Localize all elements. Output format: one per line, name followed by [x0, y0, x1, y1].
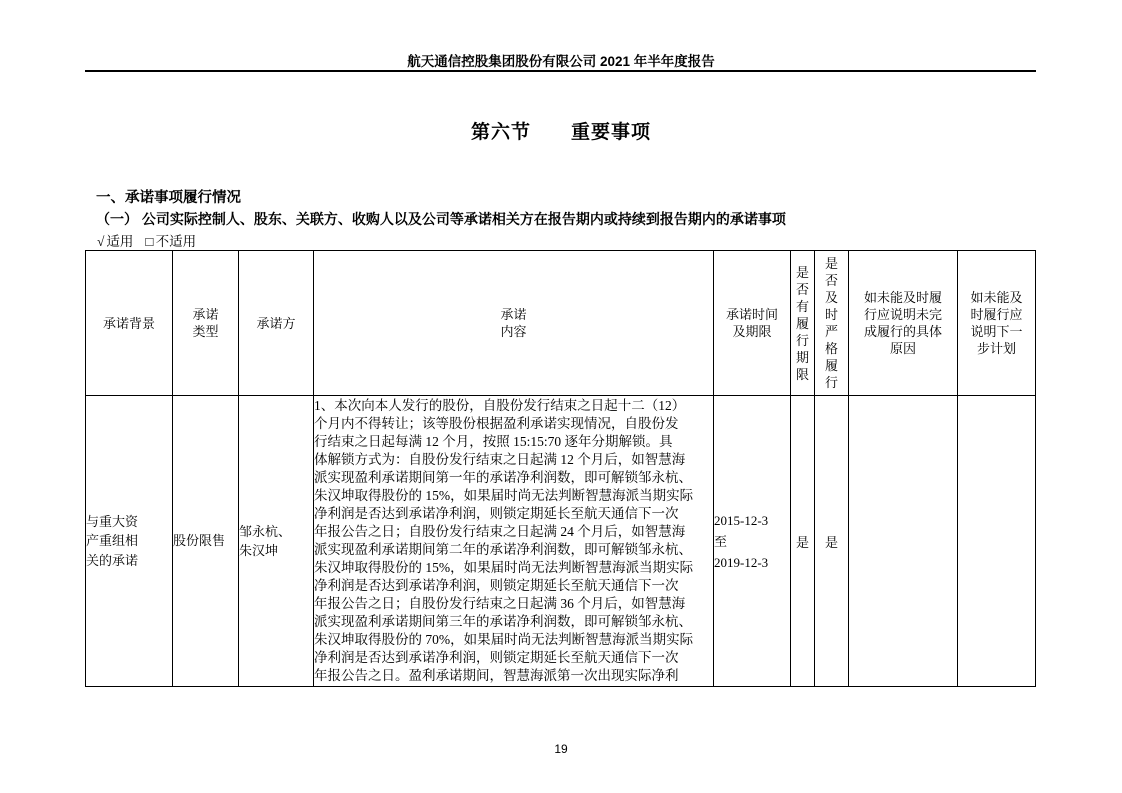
col-header-next-step-plan: 如未能及 时履行应 说明下一 步计划 [958, 251, 1036, 396]
col-header-unfulfilled-reason: 如未能及时履 行应说明未完 成履行的具体 原因 [849, 251, 958, 396]
table-row [86, 396, 1036, 687]
cell-strict-performance: 是 [815, 396, 849, 687]
col-header-commitment-background: 承诺背景 [86, 251, 173, 396]
cell-commitment-background: 与重大资 产重组相 关的承诺 [86, 396, 173, 687]
cell-commitment-party: 邹永杭、 朱汉坤 [239, 396, 314, 687]
commitments-table [85, 250, 1036, 687]
subsection-heading-parties: （一） 公司实际控制人、股东、关联方、收购人以及公司等承诺相关方在报告期内或持续到报告期内的承诺事项 [96, 211, 786, 227]
section-heading-commitments: 一、承诺事项履行情况 [96, 190, 241, 206]
applicable-label: 适用 [106, 234, 134, 249]
document-header: 航天通信控股集团股份有限公司 2021 年半年度报告 [407, 54, 715, 69]
cell-has-deadline: 是 [791, 396, 815, 687]
col-header-commitment-time: 承诺时间 及期限 [714, 251, 791, 396]
chapter-title: 第六节 重要事项 [470, 122, 651, 143]
cell-commitment-content: 1、本次向本人发行的股份，自股份发行结束之日起十二（12） 个月内不得转让；该等股份根据盈利承诺实现情况，自股份发 行结束之日起每满 12 个月，按照 15:15:70 逐年分期解锁。具 体解锁方式为：自股份发行结束之日起满 12 个月后，如智慧海 派实现盈利承诺期间第一年的承诺净利润数，即可解锁邹永杭、 朱汉坤取得股份的 15%，如果届时尚无法判断智慧海派当期实际 净利润是否达到承诺净利润，则锁定期延长至航天通信下一次 年报公告之日；自股份发行结束之日起满 24 个月后，如智慧海 派实现盈利承诺期间第二年的承诺净利润数，即可解锁邹永杭、 朱汉坤取得股份的 15%，如果届时尚无法判断智慧海派当期实际 净利润是否达到承诺净利润，则锁定期延长至航天通信下一次 年报公告之日；自股份发行结束之日起满 36 个月后，如智慧海 派实现盈利承诺期间第三年的承诺净利润数，即可解锁邹永杭、 朱汉坤取得股份的 70%，如果届时尚无法判断智慧海派当期实际 净利润是否达到承诺净利润，则锁定期延长至航天通信下一次 年报公告之日。盈利承诺期间，智慧海派第一次出现实际净利 [314, 396, 714, 687]
col-header-commitment-type: 承诺 类型 [173, 251, 239, 396]
checkbox-empty-icon: □ [145, 234, 154, 249]
cell-commitment-type: 股份限售 [173, 396, 239, 687]
col-header-strict-performance: 是 否 及 时 严 格 履 行 [815, 251, 849, 396]
header-divider [85, 70, 1036, 72]
cell-unfulfilled-reason [849, 396, 958, 687]
page-number: 19 [554, 742, 568, 756]
checkmark-icon: √ [97, 234, 105, 249]
cell-commitment-time: 2015-12-3 至 2019-12-3 [714, 396, 791, 687]
col-header-has-deadline: 是 否 有 履 行 期 限 [791, 251, 815, 396]
applicability-line [97, 230, 198, 250]
table-header-row [86, 251, 1036, 396]
cell-next-step-plan [958, 396, 1036, 687]
col-header-commitment-party: 承诺方 [239, 251, 314, 396]
col-header-commitment-content: 承诺 内容 [314, 251, 714, 396]
not-applicable-label: 不适用 [155, 234, 197, 249]
